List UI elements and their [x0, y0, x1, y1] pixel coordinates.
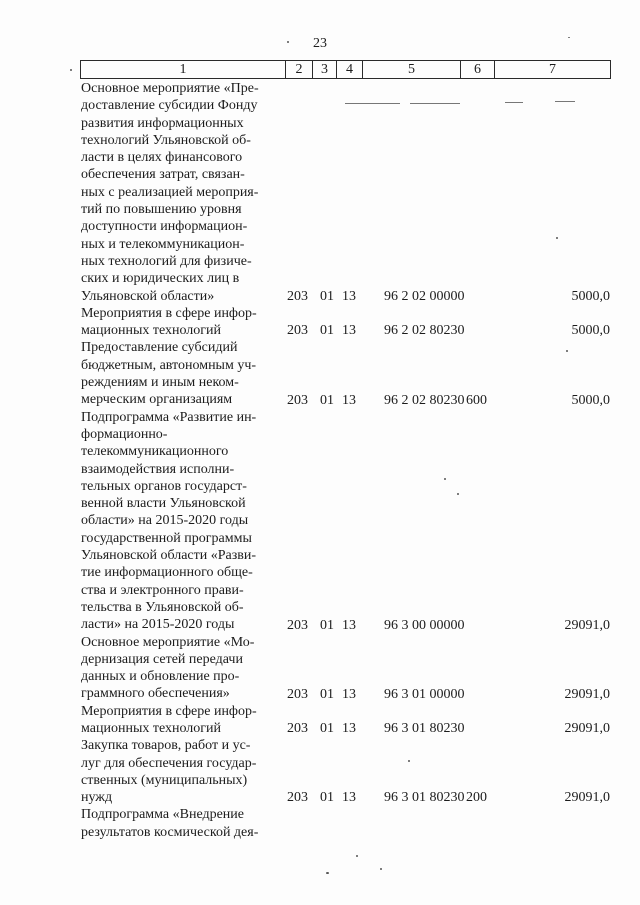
table-row — [0, 737, 640, 806]
amount-value: 5000,0 — [571, 392, 610, 408]
description-line: Подпрограмма «Внедрение — [81, 807, 245, 823]
scan-speck — [566, 350, 568, 352]
amount-value: 29091,0 — [564, 617, 610, 633]
section-code: 01 — [320, 288, 334, 304]
scan-speck — [380, 868, 382, 870]
description-line: ства и электронного прави- — [81, 582, 244, 598]
scan-speck — [568, 37, 570, 38]
admin-code: 203 — [287, 288, 308, 304]
admin-code: 203 — [287, 617, 308, 633]
scan-mark — [345, 103, 400, 104]
target-article-code: 96 3 01 80230 — [384, 721, 465, 737]
description-line: реждениям и иным неком- — [81, 375, 239, 391]
description-line: Мероприятия в сфере инфор- — [81, 703, 257, 719]
scan-speck — [408, 760, 410, 762]
section-code: 01 — [320, 617, 334, 633]
description-line: мационных технологий — [81, 720, 222, 736]
description-line: Ульяновской области «Разви- — [81, 548, 257, 564]
table-row — [0, 634, 640, 703]
table-row — [0, 305, 640, 340]
column-header-4: 4 — [337, 61, 363, 79]
subsection-code: 13 — [342, 288, 356, 304]
subsection-code: 13 — [342, 721, 356, 737]
row-values — [0, 824, 640, 841]
description-line: Предоставление субсидий — [81, 340, 238, 356]
target-article-code: 96 2 02 00000 — [384, 288, 465, 304]
section-code: 01 — [320, 323, 334, 339]
subsection-code: 13 — [342, 323, 356, 339]
subsection-code: 13 — [342, 686, 356, 702]
column-header-6: 6 — [461, 61, 495, 79]
target-article-code: 96 3 01 80230 — [384, 790, 465, 806]
description-line: Ульяновской области» — [81, 288, 215, 304]
amount-value: 29091,0 — [564, 721, 610, 737]
table-row — [0, 806, 640, 841]
description-line: мерческим организациям — [81, 392, 233, 408]
table-row — [0, 80, 640, 305]
description-line: государственной программы — [81, 530, 252, 546]
description-line: области» на 2015-2020 годы — [81, 513, 249, 529]
column-header-3: 3 — [313, 61, 337, 79]
column-header-2: 2 — [286, 61, 313, 79]
row-values — [0, 288, 640, 305]
description-line: ных и телекоммуникацион- — [81, 236, 245, 252]
row-values — [0, 686, 640, 703]
row-description — [81, 409, 280, 634]
description-line: формационно- — [81, 426, 168, 442]
section-code: 01 — [320, 392, 334, 408]
description-line: нужд — [81, 790, 113, 806]
admin-code: 203 — [287, 721, 308, 737]
expense-type-code: 600 — [466, 392, 487, 408]
scan-speck — [287, 41, 289, 43]
scan-mark — [555, 101, 575, 102]
description-line: результатов космической дея- — [81, 824, 259, 840]
target-article-code: 96 2 02 80230 — [384, 323, 465, 339]
scan-speck — [457, 493, 459, 495]
description-line: бюджетным, автономным уч- — [81, 357, 257, 373]
section-code: 01 — [320, 790, 334, 806]
description-line: Основное мероприятие «Пре- — [81, 81, 259, 96]
description-line: луг для обеспечения государ- — [81, 755, 257, 771]
description-line: ласти» на 2015-2020 годы — [81, 617, 235, 633]
column-header-7: 7 — [495, 61, 611, 79]
section-code: 01 — [320, 686, 334, 702]
description-line: технологий Ульяновской об- — [81, 132, 251, 148]
description-line: доступности информацион- — [81, 219, 248, 235]
description-line: развития информационных — [81, 115, 244, 131]
scan-speck — [444, 478, 446, 480]
description-line: доставление субсидии Фонду — [81, 98, 258, 114]
admin-code: 203 — [287, 323, 308, 339]
row-values — [0, 789, 640, 806]
table-row — [0, 409, 640, 634]
row-values — [0, 720, 640, 737]
section-code: 01 — [320, 721, 334, 737]
subsection-code: 13 — [342, 392, 356, 408]
column-header-row — [80, 60, 611, 79]
description-line: телекоммуникационного — [81, 444, 229, 460]
description-line: Подпрограмма «Развитие ин- — [81, 409, 257, 425]
row-values — [0, 617, 640, 634]
description-line: тий по повышению уровня — [81, 202, 242, 218]
description-line: тельных органов государст- — [81, 478, 247, 494]
description-line: ных технологий для физиче- — [81, 253, 252, 269]
table-row — [0, 339, 640, 408]
row-description — [81, 80, 280, 305]
row-values — [0, 392, 640, 409]
scan-speck — [556, 237, 558, 239]
description-line: мационных технологий — [81, 323, 222, 339]
description-line: венной власти Ульяновской — [81, 496, 246, 512]
column-header-5: 5 — [363, 61, 461, 79]
admin-code: 203 — [287, 686, 308, 702]
description-line: взаимодействия исполни- — [81, 461, 235, 477]
description-line: ных с реализацией мероприя- — [81, 184, 259, 200]
scan-speck — [70, 69, 72, 71]
target-article-code: 96 2 02 80230 — [384, 392, 465, 408]
scan-speck — [326, 872, 329, 874]
amount-value: 5000,0 — [571, 323, 610, 339]
admin-code: 203 — [287, 790, 308, 806]
budget-table-body — [0, 80, 640, 841]
column-header-1: 1 — [81, 61, 286, 79]
description-line: ласти в целях финансового — [81, 150, 243, 166]
scan-mark — [505, 102, 523, 103]
description-line: ственных (муниципальных) — [81, 772, 248, 788]
description-line: Закупка товаров, работ и ус- — [81, 738, 251, 754]
description-line: ских и юридических лиц в — [81, 271, 240, 287]
description-line: Мероприятия в сфере инфор- — [81, 305, 257, 321]
scan-speck — [356, 855, 358, 857]
subsection-code: 13 — [342, 617, 356, 633]
row-values — [0, 322, 640, 339]
expense-type-code: 200 — [466, 790, 487, 806]
description-line: граммного обеспечения» — [81, 686, 230, 702]
amount-value: 29091,0 — [564, 686, 610, 702]
admin-code: 203 — [287, 392, 308, 408]
target-article-code: 96 3 00 00000 — [384, 617, 465, 633]
amount-value: 5000,0 — [571, 288, 610, 304]
page-number: 23 — [313, 36, 327, 51]
description-line: тельства в Ульяновской об- — [81, 599, 244, 615]
scan-mark — [410, 103, 460, 104]
subsection-code: 13 — [342, 790, 356, 806]
amount-value: 29091,0 — [564, 790, 610, 806]
table-row — [0, 703, 640, 738]
description-line: данных и обновление про- — [81, 669, 240, 685]
description-line: тие информационного обще- — [81, 565, 253, 581]
target-article-code: 96 3 01 00000 — [384, 686, 465, 702]
description-line: дернизация сетей передачи — [81, 651, 243, 667]
description-line: Основное мероприятие «Мо- — [81, 634, 255, 650]
description-line: обеспечения затрат, связан- — [81, 167, 245, 183]
